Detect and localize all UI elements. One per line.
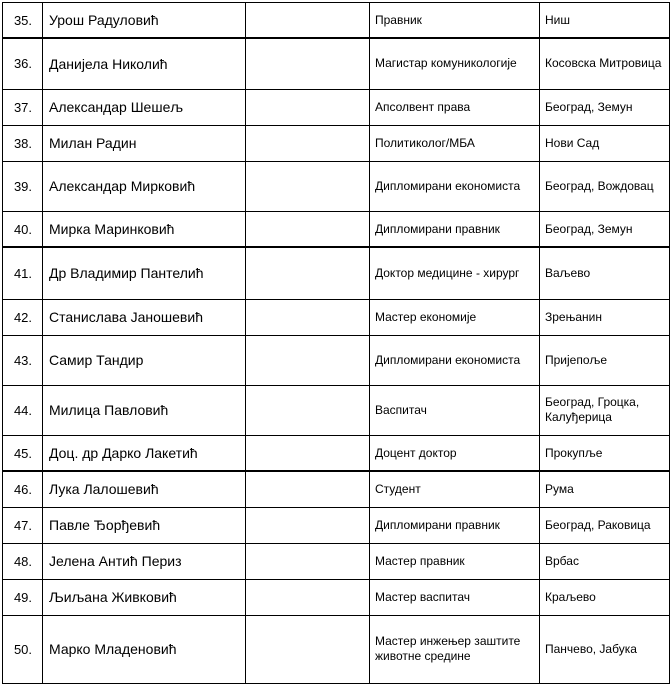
row-number (3, 125, 43, 161)
place-text: Краљево (545, 589, 596, 604)
place (545, 507, 670, 543)
row-number-text: 37. (13, 99, 33, 115)
place-text: Београд, Земун (545, 99, 633, 114)
place-text: Београд, Земун (545, 221, 633, 236)
place-text: Ниш (545, 12, 570, 27)
table-row (0, 38, 670, 89)
profession (375, 247, 535, 299)
row-number-text: 35. (13, 12, 33, 28)
profession-text: Мастер правник (375, 553, 465, 568)
place (545, 543, 670, 579)
row-divider (2, 385, 670, 386)
place (545, 161, 670, 211)
table-row (0, 211, 670, 247)
person-name-text: Урош Радуловић (49, 12, 159, 28)
person-name-text: Доц. др Дарко Лакетић (49, 445, 198, 461)
table-row (0, 543, 670, 579)
profession-text: Апсолвент права (375, 99, 471, 114)
column-divider (2, 2, 3, 683)
person-name-text: Станислава Јаношевић (49, 309, 203, 325)
person-name (49, 2, 244, 38)
row-number (3, 335, 43, 385)
place-text: Нови Сад (545, 135, 600, 150)
profession-text: Мастер васпитач (375, 589, 470, 604)
table-row (0, 435, 670, 471)
place (545, 38, 670, 89)
person-name-text: Др Владимир Пантелић (49, 265, 204, 281)
place (545, 247, 670, 299)
row-divider (2, 470, 670, 472)
row-number (3, 38, 43, 89)
profession (375, 385, 535, 435)
person-name-text: Марко Младеновић (49, 641, 177, 657)
person-name-text: Лука Лалошевић (49, 481, 159, 497)
table-row (0, 335, 670, 385)
row-number (3, 579, 43, 615)
table-row (0, 161, 670, 211)
person-name-text: Јелена Антић Периз (49, 553, 182, 569)
place-text: Пријепоље (545, 352, 608, 367)
profession (375, 2, 535, 38)
person-name (49, 125, 244, 161)
row-number-text: 38. (13, 135, 33, 151)
place-text: Панчево, Јабука (545, 641, 637, 656)
table-row (0, 385, 670, 435)
person-name (49, 299, 244, 335)
profession-text: Васпитач (375, 402, 427, 417)
row-number-text: 41. (13, 265, 33, 281)
person-name (49, 615, 244, 683)
column-divider (42, 2, 43, 683)
row-number (3, 2, 43, 38)
person-name (49, 335, 244, 385)
place (545, 435, 670, 471)
row-number-text: 50. (13, 641, 33, 657)
profession (375, 615, 535, 683)
row-number (3, 161, 43, 211)
place (545, 299, 670, 335)
profession (375, 579, 535, 615)
row-number (3, 507, 43, 543)
profession-text: Политиколог/МБА (375, 135, 475, 150)
profession (375, 125, 535, 161)
table-row (0, 247, 670, 299)
profession-text: Доцент доктор (375, 445, 457, 460)
place-text: Ваљево (545, 265, 591, 280)
row-number-text: 43. (13, 352, 33, 368)
place (545, 2, 670, 38)
row-number (3, 89, 43, 125)
place (545, 385, 670, 435)
profession (375, 89, 535, 125)
person-name (49, 38, 244, 89)
person-name (49, 211, 244, 247)
profession (375, 211, 535, 247)
profession (375, 38, 535, 89)
place-text: Врбас (545, 553, 579, 568)
person-name-text: Милица Павловић (49, 402, 169, 418)
place-text: Прокупље (545, 445, 603, 460)
row-number-text: 40. (13, 221, 33, 237)
row-number (3, 247, 43, 299)
place-text: Косовска Митровица (545, 56, 662, 70)
row-divider (2, 211, 670, 212)
table-row (0, 125, 670, 161)
row-divider (2, 89, 670, 90)
person-name (49, 247, 244, 299)
table-row (0, 615, 670, 683)
table-row (0, 2, 670, 38)
row-number-text: 42. (13, 309, 33, 325)
profession (375, 161, 535, 211)
place (545, 471, 670, 507)
profession (375, 471, 535, 507)
row-number (3, 615, 43, 683)
place (545, 579, 670, 615)
row-divider (2, 507, 670, 508)
profession-text: Дипломирани правник (375, 517, 500, 532)
profession-text: Магистар комуникологије (375, 56, 517, 70)
row-divider (2, 543, 670, 544)
profession (375, 507, 535, 543)
row-divider (2, 579, 670, 580)
profession-text: Студент (375, 481, 421, 496)
row-divider (2, 125, 670, 126)
person-name-text: Милан Радин (49, 135, 137, 151)
row-divider (2, 435, 670, 436)
row-divider (2, 299, 670, 300)
table-row (0, 507, 670, 543)
row-number (3, 435, 43, 471)
row-divider (2, 37, 670, 39)
row-number (3, 299, 43, 335)
row-number-text: 45. (13, 445, 33, 461)
row-divider (2, 335, 670, 336)
row-divider (2, 161, 670, 162)
profession-text: Мастер инжењер заштите животне средине (375, 634, 521, 663)
place (545, 615, 670, 683)
person-name-text: Самир Тандир (49, 352, 144, 368)
column-divider (369, 2, 370, 683)
profession-text: Доктор медицине - хирург (375, 265, 520, 280)
place-text: Зрењанин (545, 309, 602, 324)
row-number-text: 47. (13, 517, 33, 533)
person-name (49, 89, 244, 125)
person-name (49, 507, 244, 543)
row-divider (2, 246, 670, 248)
row-number-text: 49. (13, 589, 33, 605)
profession-text: Дипломирани правник (375, 221, 500, 236)
person-name-text: Мирка Маринковић (49, 221, 175, 237)
row-number-text: 36. (13, 56, 33, 71)
person-name-text: Данијела Николић (49, 55, 168, 72)
place-text: Београд, Гроцка, Калуђерица (545, 395, 640, 424)
row-divider (2, 615, 670, 616)
person-name (49, 543, 244, 579)
column-divider (539, 2, 540, 683)
person-name (49, 435, 244, 471)
place-text: Рума (545, 481, 574, 496)
profession (375, 335, 535, 385)
column-divider (245, 2, 246, 683)
table-row (0, 89, 670, 125)
row-number (3, 471, 43, 507)
profession-text: Дипломирани економиста (375, 178, 521, 193)
column-divider (669, 2, 670, 683)
row-number (3, 211, 43, 247)
person-name (49, 385, 244, 435)
place (545, 335, 670, 385)
profession (375, 543, 535, 579)
row-divider (2, 2, 670, 3)
row-number-text: 39. (13, 178, 33, 194)
row-number-text: 46. (13, 481, 33, 497)
profession (375, 435, 535, 471)
row-number-text: 48. (13, 553, 33, 569)
place (545, 125, 670, 161)
table-row (0, 579, 670, 615)
place-text: Београд, Вождовац (545, 178, 654, 193)
table-row (0, 471, 670, 507)
place-text: Београд, Раковица (545, 517, 651, 532)
profession-text: Мастер економије (375, 309, 477, 324)
table-row (0, 299, 670, 335)
row-number (3, 385, 43, 435)
person-name-text: Александар Шешељ (49, 99, 184, 115)
row-number-text: 44. (13, 402, 33, 418)
place (545, 89, 670, 125)
person-name-text: Љиљана Живковић (49, 589, 177, 605)
person-name (49, 471, 244, 507)
person-name (49, 161, 244, 211)
row-number (3, 543, 43, 579)
place (545, 211, 670, 247)
profession-text: Дипломирани економиста (375, 352, 521, 367)
person-name-text: Александар Мирковић (49, 178, 196, 194)
person-name (49, 579, 244, 615)
profession-text: Правник (375, 12, 422, 27)
person-name-text: Павле Ђорђевић (49, 517, 161, 533)
profession (375, 299, 535, 335)
